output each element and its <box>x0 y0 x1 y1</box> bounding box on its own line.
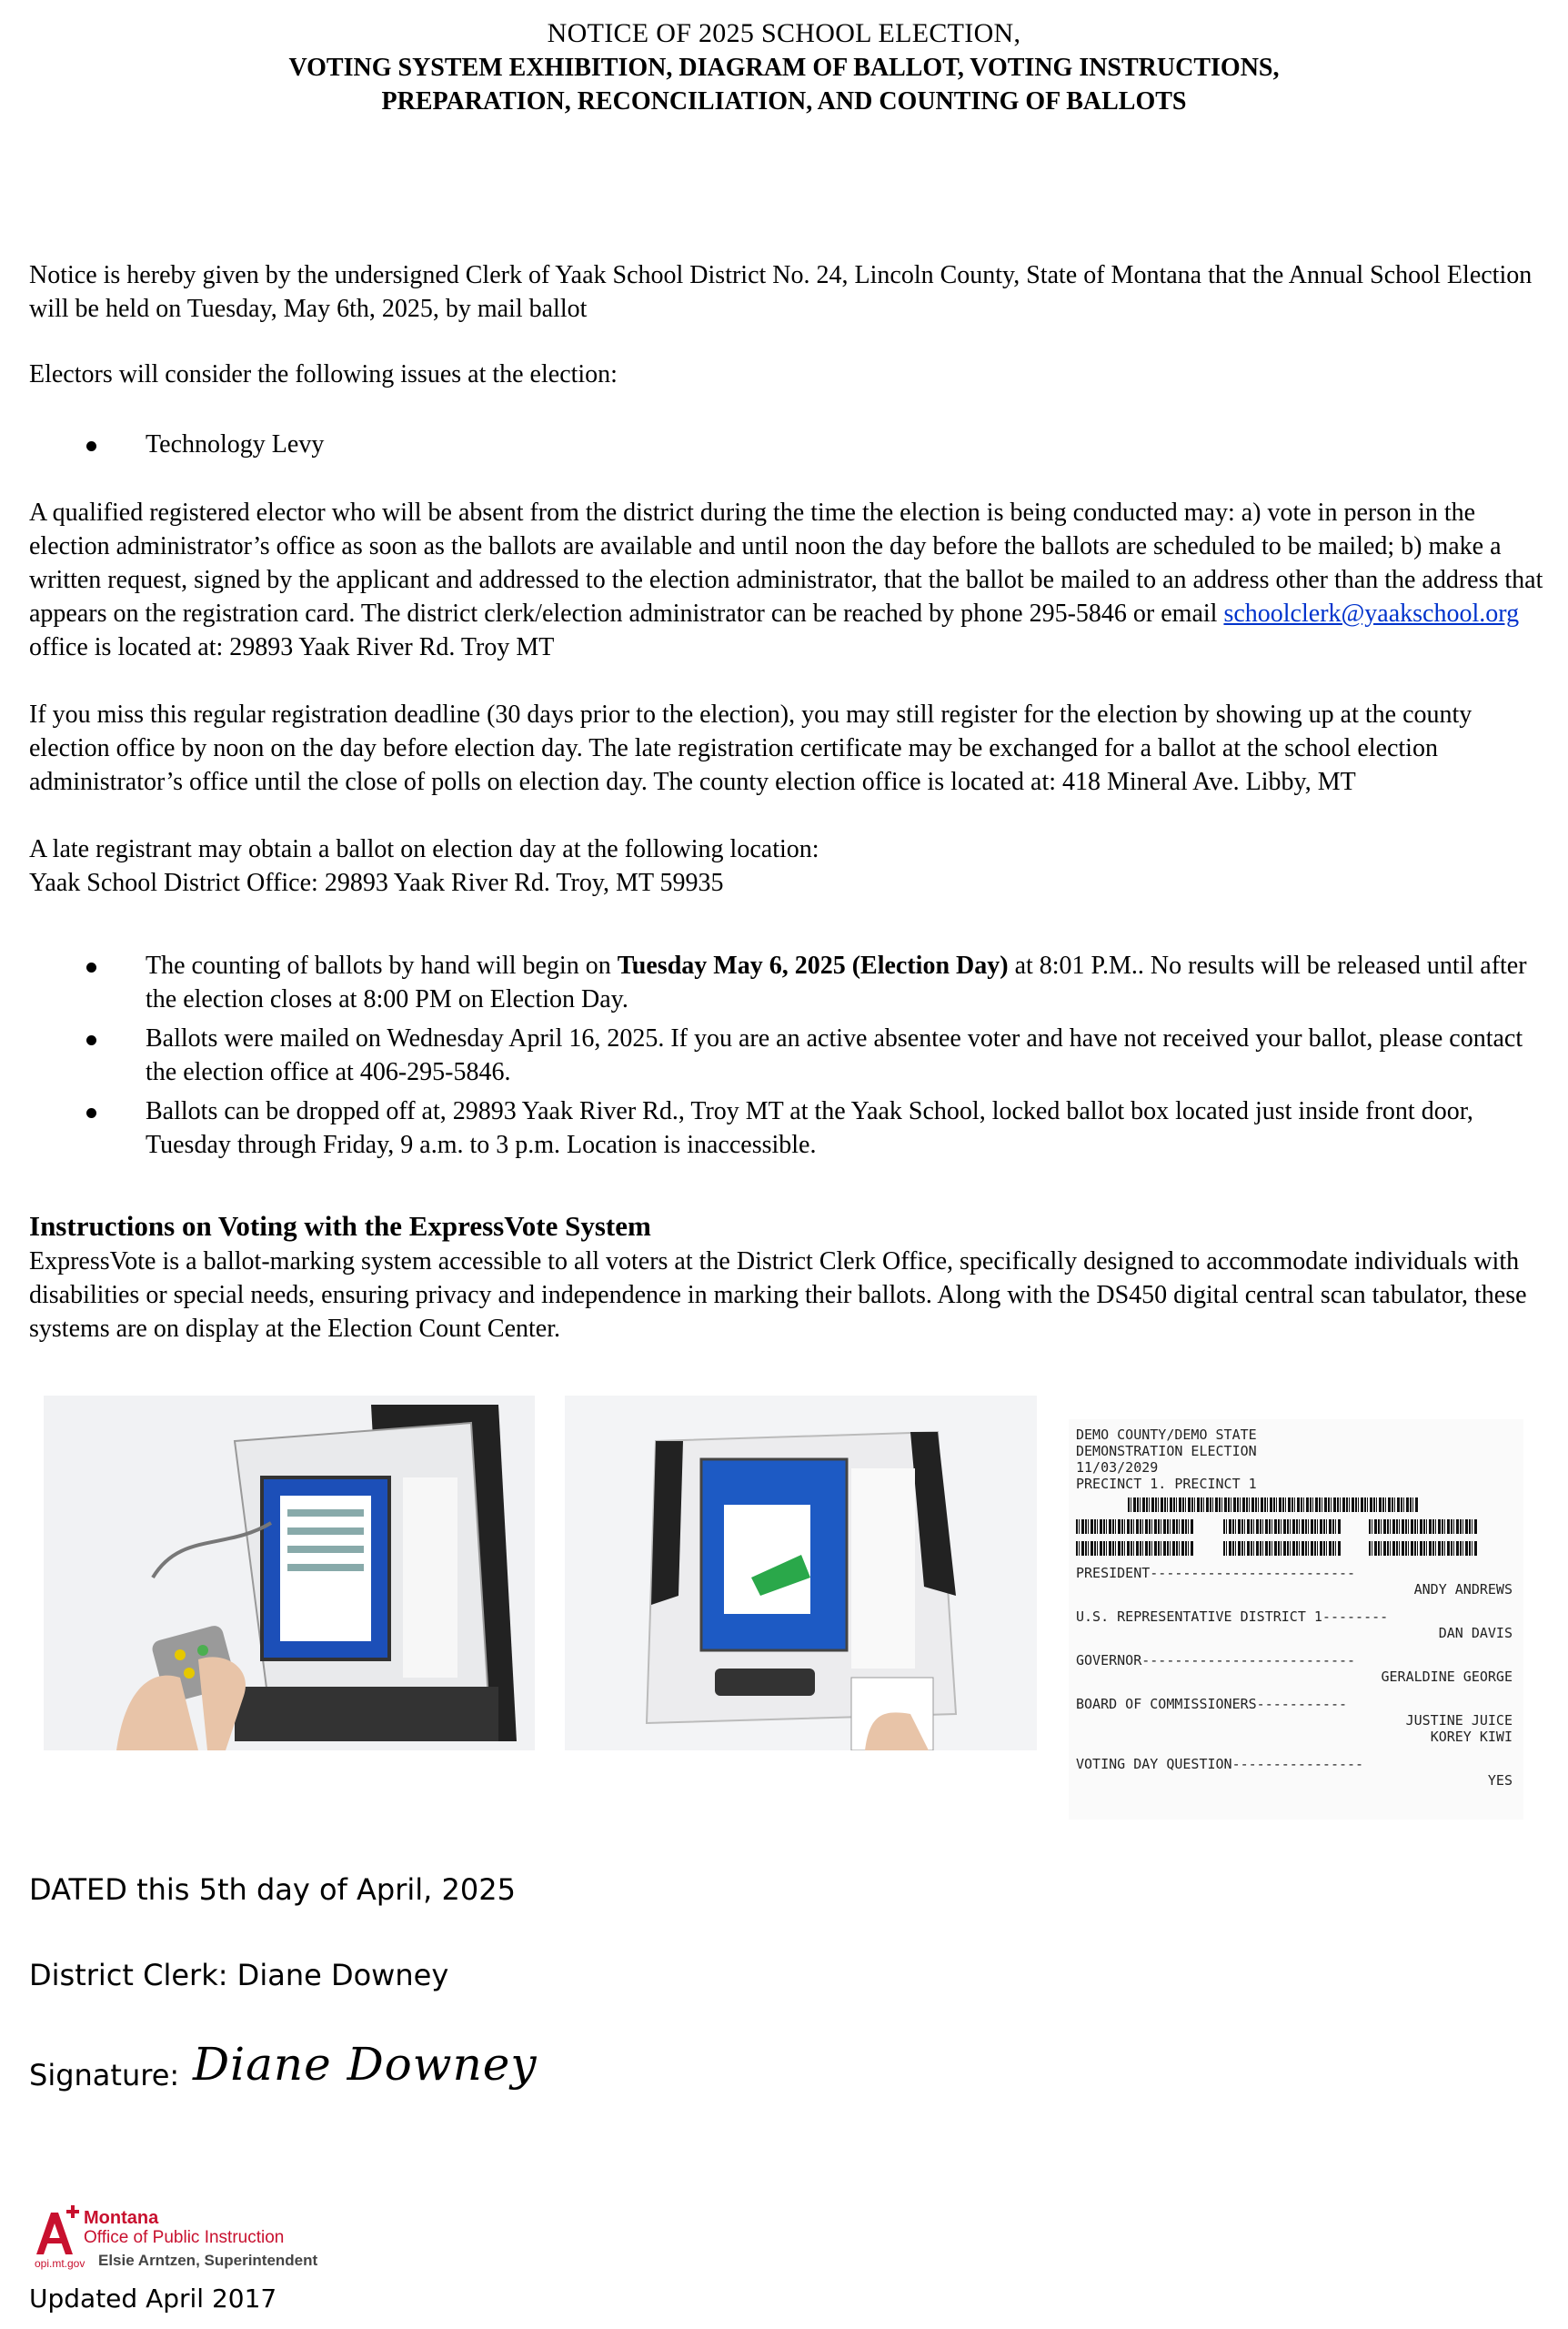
receipt-choice: DAN DAVIS <box>1438 1625 1513 1641</box>
receipt-line: 11/03/2029 <box>1076 1459 1159 1476</box>
receipt-contest: BOARD OF COMMISSIONERS----------- <box>1076 1696 1348 1712</box>
notice-subtitle-line1: VOTING SYSTEM EXHIBITION, DIAGRAM OF BALLOT, VOTING INSTRUCTIONS, <box>288 54 1280 82</box>
issues-intro: Electors will consider the following issues at the election: <box>29 360 618 388</box>
updated-line: Updated April 2017 <box>29 2284 277 2314</box>
late-registration-paragraph: If you miss this regular registration deadline (30 days prior to the election), you may still register for the election by showing up at the county election office by noon on the day before election day. The late registration certificate may be exchanged for a ballot at the school election administrator’s office until the close of polls on election day. The county election office is located at: 418 Mineral Ave. Libby, MT <box>29 701 1473 796</box>
barcode-icon <box>1369 1519 1478 1534</box>
receipt-line: PRECINCT 1. PRECINCT 1 <box>1076 1476 1257 1492</box>
logo-site: opi.mt.gov <box>35 2257 85 2270</box>
location-line: Yaak School District Office: 29893 Yaak River Rd. Troy, MT 59935 <box>29 869 724 897</box>
expressvote-photo-controller <box>44 1396 535 1750</box>
election-info-list <box>86 949 1551 1162</box>
receipt-contest: VOTING DAY QUESTION---------------- <box>1076 1756 1364 1772</box>
logo-office: Office of Public Instruction <box>84 2228 285 2247</box>
dropoff-bullet: Ballots can be dropped off at, 29893 Yaak River Rd., Troy MT at the Yaak School, locked ballot box located just inside front door, Tuesday through Friday, 9 a.m. to 3 p.m. Location is inaccessible. <box>86 1094 1551 1162</box>
opi-logo <box>33 2202 342 2274</box>
notice-title: NOTICE OF 2025 SCHOOL ELECTION, <box>547 18 1021 48</box>
receipt-choice: YES <box>1487 1772 1513 1789</box>
receipt-line: DEMO COUNTY/DEMO STATE <box>1076 1427 1257 1443</box>
receipt-choice: JUSTINE JUICE <box>1405 1712 1513 1729</box>
absent-elector-paragraph: A qualified registered elector who will be absent from the district during the time the election is being conducted may: a) vote in person in the election administrator’s office as soon as the ballots are available and until noon the day before the ballots are scheduled to be mailed; b) make a written request, signed by the applicant and addressed to the election administrator, that the ballot be mailed to an address other than the address that appears on the registration card. The district clerk/election administrator can be reached by phone 295-5846 or email schoolclerk@yaakschool.org office is located at: 29893 Yaak River Rd. Troy MT <box>29 499 1543 661</box>
notice-subtitle-line2: PREPARATION, RECONCILIATION, AND COUNTING OF BALLOTS <box>381 87 1187 116</box>
bullet-icon <box>86 441 96 451</box>
barcode-icon <box>1076 1519 1194 1534</box>
receipt-line: DEMONSTRATION ELECTION <box>1076 1443 1257 1459</box>
issue-item: Technology Levy <box>86 428 1551 461</box>
district-clerk-line: District Clerk: Diane Downey <box>29 1958 449 1992</box>
barcode-icon <box>1223 1541 1342 1556</box>
receipt-contest: U.S. REPRESENTATIVE DISTRICT 1-------- <box>1076 1608 1389 1625</box>
receipt-choice: KOREY KIWI <box>1430 1729 1513 1745</box>
bullet-icon <box>86 963 96 973</box>
barcode-icon <box>1128 1497 1419 1512</box>
receipt-contest: GOVERNOR-------------------------- <box>1076 1652 1356 1669</box>
sample-ballot-card <box>1069 1419 1523 1820</box>
signature-label: Signature: <box>29 2058 180 2092</box>
barcode-icon <box>1223 1519 1342 1534</box>
barcode-icon <box>1076 1541 1194 1556</box>
late-registrant-line: A late registrant may obtain a ballot on election day at the following location: <box>29 835 819 863</box>
logo-superintendent: Elsie Arntzen, Superintendent <box>98 2252 318 2269</box>
receipt-contest: PRESIDENT------------------------- <box>1076 1565 1356 1581</box>
receipt-choice: GERALDINE GEORGE <box>1381 1669 1513 1685</box>
receipt-choice: ANDY ANDREWS <box>1413 1581 1513 1598</box>
clerk-email-link[interactable]: schoolclerk@yaakschool.org <box>1223 600 1520 628</box>
barcode-icon <box>1369 1541 1478 1556</box>
expressvote-controller-illustration <box>44 1396 535 1750</box>
issues-list <box>86 428 1551 461</box>
bullet-icon <box>86 1108 96 1118</box>
dated-line: DATED this 5th day of April, 2025 <box>29 1872 516 1907</box>
counting-bullet: The counting of ballots by hand will begin on Tuesday May 6, 2025 (Election Day) at 8:01 P.M.. No results will be released until after the election closes at 8:00 PM on Election Day. <box>86 949 1551 1016</box>
instructions-heading: Instructions on Voting with the ExpressVote System <box>29 1210 651 1242</box>
intro-paragraph: Notice is hereby given by the undersigned Clerk of Yaak School District No. 24, Lincoln County, State of Montana that the Annual School Election will be held on Tuesday, May 6th, 2025, by mail ballot <box>29 261 1533 323</box>
mailed-bullet: Ballots were mailed on Wednesday April 16, 2025. If you are an active absentee voter and have not received your ballot, please contact the election office at 406-295-5846. <box>86 1022 1551 1089</box>
signature-name: Diane Downey <box>193 2038 538 2091</box>
expressvote-photo-card <box>565 1396 1037 1750</box>
logo-state: Montana <box>84 2208 159 2228</box>
montana-opi-logo-icon <box>33 2202 342 2274</box>
expressvote-card-illustration <box>565 1396 1037 1750</box>
instructions-body: ExpressVote is a ballot-marking system accessible to all voters at the District Clerk Office, specifically designed to accommodate individuals with disabilities or special needs, ensuring privacy and independence in marking their ballots. Along with the DS450 digital central scan tabulator, these systems are on display at the Election Count Center. <box>29 1247 1527 1343</box>
bullet-icon <box>86 1035 96 1045</box>
